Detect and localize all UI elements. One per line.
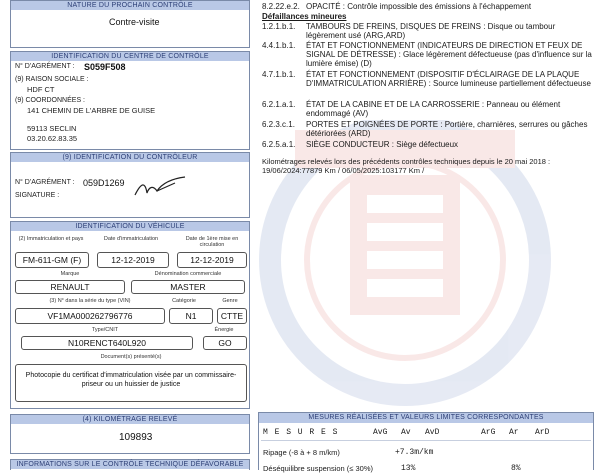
control-centre-header: IDENTIFICATION DU CENTRE DE CONTRÔLE bbox=[11, 52, 249, 61]
mesures-divider bbox=[261, 440, 591, 441]
defects-section-title: Défaillances mineures bbox=[262, 12, 347, 21]
type-cnit-label: Type/CNIT bbox=[91, 327, 119, 333]
centre-phone: 03.20.62.83.35 bbox=[27, 134, 78, 143]
genre-label: Genre bbox=[222, 298, 238, 304]
categorie-field: N1 bbox=[169, 308, 213, 324]
next-control-header: NATURE DU PROCHAIN CONTRÔLE bbox=[11, 1, 249, 10]
vehicle-header: IDENTIFICATION DU VÉHICULE bbox=[11, 222, 249, 231]
kilometrage-header: (4) KILOMÉTRAGE RELEVÉ bbox=[11, 415, 249, 424]
vin-field: VF1MA000262796776 bbox=[15, 308, 165, 324]
defect-code: 4.4.1.b.1. bbox=[262, 41, 296, 50]
controller-agrement-label: N° D'AGRÉMENT : bbox=[15, 179, 75, 186]
type-cnit-field: N10RENCT640L920 bbox=[21, 336, 193, 350]
vin-label: (3) N° dans la série du type (VIN) bbox=[49, 298, 131, 304]
ripage-label: Ripage (-8 à + 8 m/km) bbox=[263, 448, 340, 457]
date-immat-label: Date d'immatriculation bbox=[103, 236, 159, 242]
ripage-value: +7.3m/km bbox=[395, 448, 434, 457]
raison-sociale-label: (9) RAISON SOCIALE : bbox=[15, 76, 89, 83]
next-control-panel bbox=[10, 0, 250, 48]
kilometrage-value: 109893 bbox=[119, 432, 153, 443]
infos-header: INFORMATIONS SUR LE CONTRÔLE TECHNIQUE DÉFAVORABLE bbox=[11, 460, 249, 469]
suspension-value-front: 13% bbox=[401, 464, 416, 473]
marque-label: Marque bbox=[60, 271, 80, 277]
signature-label: SIGNATURE : bbox=[15, 192, 60, 199]
vehicle-panel bbox=[10, 221, 250, 409]
controller-signature bbox=[131, 173, 191, 201]
col-avd: AvD bbox=[425, 428, 440, 437]
date-circulation-field: 12-12-2019 bbox=[177, 252, 247, 268]
control-centre-panel bbox=[10, 51, 250, 150]
marque-field: RENAULT bbox=[15, 280, 125, 294]
suspension-label: Déséquilibre suspension (≤ 30%) bbox=[263, 464, 374, 473]
col-arg: ArG bbox=[481, 428, 496, 437]
col-ar: Ar bbox=[509, 428, 519, 437]
denomination-label: Dénomination commerciale bbox=[154, 271, 222, 277]
kilometrage-panel bbox=[10, 414, 250, 454]
immat-label: (2) Immatriculation et pays bbox=[18, 236, 84, 242]
documents-field: Photocopie du certificat d'immatriculation visée par un commissaire-priseur ou un huissier de justice bbox=[15, 364, 247, 402]
raison-sociale-value: HDF CT bbox=[27, 85, 55, 94]
genre-field: CTTE bbox=[217, 308, 247, 324]
mesures-col-label: M E S U R E S bbox=[263, 428, 339, 437]
defect-code: 4.7.1.b.1. bbox=[262, 70, 296, 79]
centre-address-line1: 141 CHEMIN DE L'ARBRE DE GUISE bbox=[27, 106, 156, 115]
defect-code: 6.2.3.c.1. bbox=[262, 120, 295, 129]
mesures-panel bbox=[258, 412, 594, 473]
defect-text: TAMBOURS DE FREINS, DISQUES DE FREINS : Disque ou tambour légèrement usé (ARG,ARD) bbox=[306, 22, 556, 40]
energie-field: GO bbox=[203, 336, 247, 350]
centre-address-line2: 59113 SECLIN bbox=[27, 124, 77, 133]
defect-text: PORTES ET POIGNÉES DE PORTE : Portière, charnières, serrures ou gâches détériorées (ARD) bbox=[306, 120, 588, 138]
defect-text: ÉTAT ET FONCTIONNEMENT (INDICATEURS DE DIRECTION ET FEUX DE SIGNAL DE DÉTRESSE) : Glace légèrement défectueuse (pas d'influence sur la lumière émise) (D) bbox=[306, 41, 592, 68]
controller-header: (9) IDENTIFICATION DU CONTRÔLEUR bbox=[11, 153, 249, 162]
controller-panel bbox=[10, 152, 250, 218]
defect-text: ÉTAT ET FONCTIONNEMENT (DISPOSITIF D'ÉCLAIRAGE DE LA PLAQUE D'IMMATRICULATION ARRIÈRE) : Source lumineuse partiellement défectueuse bbox=[306, 70, 591, 88]
col-avg: AvG bbox=[373, 428, 388, 437]
centre-agrement-label: N° D'AGRÉMENT : bbox=[15, 63, 75, 70]
next-control-value: Contre-visite bbox=[109, 17, 160, 27]
suspension-value-rear: 8% bbox=[511, 464, 521, 473]
defects-section bbox=[262, 0, 594, 190]
immatriculation-field: FM-611-GM (F) bbox=[15, 252, 89, 268]
km-history: Kilométrages relevés lors des précédents contrôles techniques depuis le 20 mai 2018 : 19/06/2024:77879 Km / 06/05/2025:103177 Km / bbox=[262, 157, 551, 175]
col-av: Av bbox=[401, 428, 411, 437]
date-immatriculation-field: 12-12-2019 bbox=[97, 252, 169, 268]
coordonnees-label: (9) COORDONNÉES : bbox=[15, 97, 86, 104]
infos-panel bbox=[10, 459, 250, 470]
defect-code: 6.2.5.a.1. bbox=[262, 140, 296, 149]
date-circ-label: Date de 1ère mise en circulation bbox=[185, 236, 239, 248]
col-ard: ArD bbox=[535, 428, 550, 437]
denomination-field: MASTER bbox=[131, 280, 245, 294]
mesures-header: MESURES RÉALISÉES ET VALEURS LIMITES CORRESPONDANTES bbox=[259, 413, 593, 423]
energie-label: Énergie bbox=[214, 327, 234, 333]
defect-code: 6.2.1.a.1. bbox=[262, 100, 296, 109]
top-line-code: 8.2.22.e.2. bbox=[262, 2, 300, 11]
categorie-label: Catégorie bbox=[172, 298, 196, 304]
defect-text: ÉTAT DE LA CABINE ET DE LA CARROSSERIE : Panneau ou élément endommagé (AV) bbox=[306, 100, 561, 118]
defect-code: 1.2.1.b.1. bbox=[262, 22, 296, 31]
top-line-text: OPACITÉ : Contrôle impossible des émissions à l'échappement bbox=[306, 2, 532, 11]
controller-agrement-value: 059D1269 bbox=[83, 178, 125, 188]
defect-text: SIÈGE CONDUCTEUR : Siège défectueux bbox=[306, 140, 459, 149]
centre-agrement-value: S059F508 bbox=[84, 62, 126, 72]
documents-label: Document(s) présenté(s) bbox=[100, 354, 162, 360]
